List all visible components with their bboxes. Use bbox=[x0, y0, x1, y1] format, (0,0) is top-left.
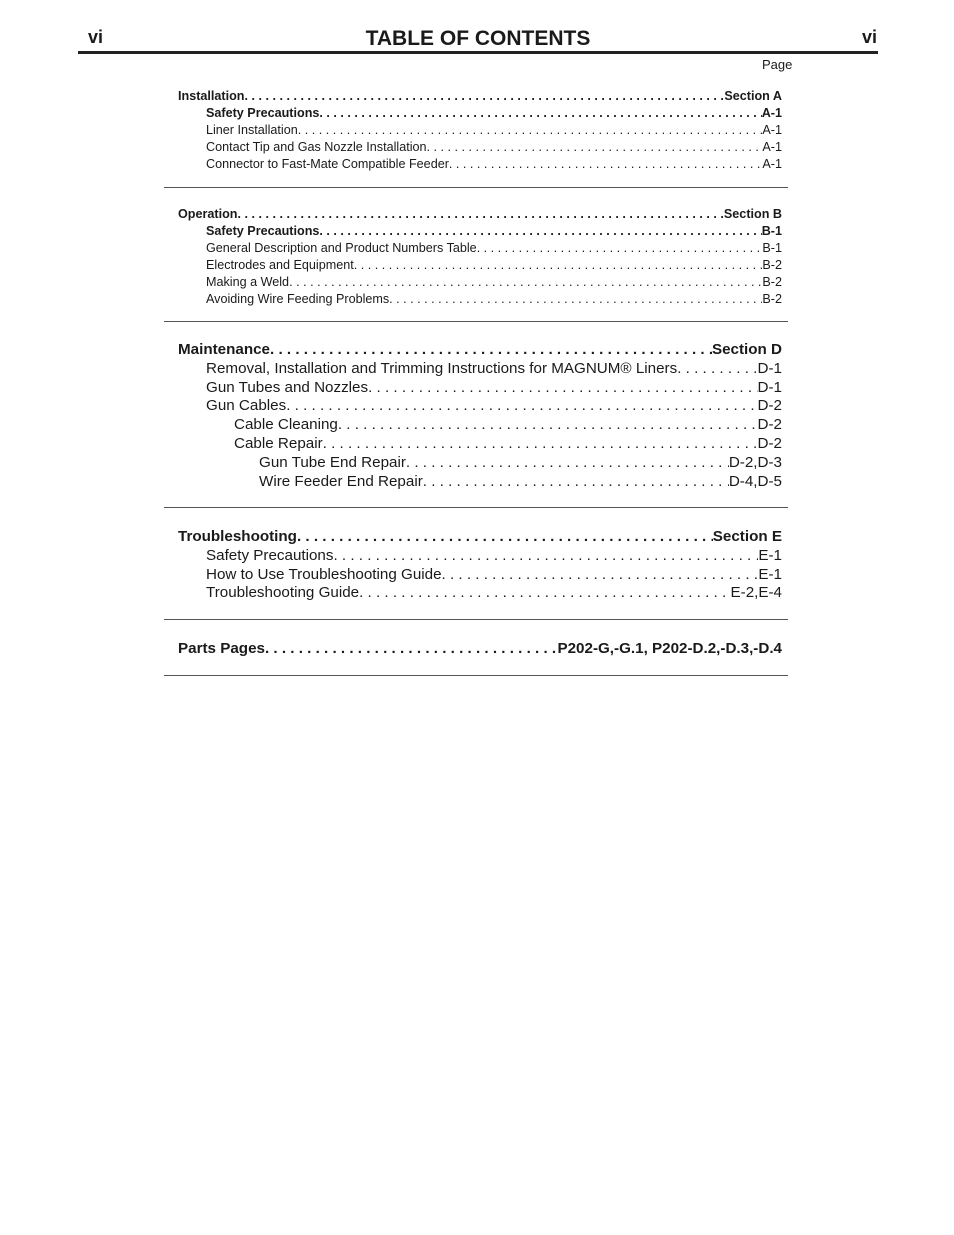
toc-entry-safety-precautions[interactable]: Safety Precautions . . . A-1 bbox=[164, 106, 788, 123]
section-divider bbox=[164, 675, 788, 676]
page-number-right: vi bbox=[862, 27, 878, 47]
toc-entry-liner-instructions[interactable]: Removal, Installation and Trimming Instructions for MAGNUM® Liners . . . D-1 bbox=[164, 360, 788, 379]
page-number-left: vi bbox=[88, 27, 104, 47]
toc-entry-how-to-use-guide[interactable]: How to Use Troubleshooting Guide . . . E-1 bbox=[164, 566, 788, 585]
toc-entry-general-description[interactable]: General Description and Product Numbers Table . . . B-1 bbox=[164, 241, 788, 258]
toc-entry-cable-repair[interactable]: Cable Repair . . . D-2 bbox=[164, 435, 788, 454]
header-rule bbox=[78, 51, 878, 54]
toc-entry-troubleshooting-guide[interactable]: Troubleshooting Guide . . . E-2,E-4 bbox=[164, 584, 788, 603]
toc-section-troubleshooting bbox=[164, 528, 788, 603]
toc-entry-gun-cables[interactable]: Gun Cables . . . D-2 bbox=[164, 397, 788, 416]
page-title: TABLE OF CONTENTS bbox=[365, 27, 591, 50]
section-divider bbox=[164, 187, 788, 188]
toc-entry-making-a-weld[interactable]: Making a Weld . . . B-2 bbox=[164, 275, 788, 292]
toc-entry-operation[interactable]: Operation . . . Section B bbox=[164, 207, 788, 224]
section-divider bbox=[164, 507, 788, 508]
toc-entry-avoiding-wire-feeding[interactable]: Avoiding Wire Feeding Problems . . . B-2 bbox=[164, 292, 788, 309]
toc-entry-parts-pages[interactable]: Parts Pages . . . P202-G,-G.1, P202-D.2,-D.3,-D.4 bbox=[164, 640, 788, 659]
toc-entry-gun-tubes[interactable]: Gun Tubes and Nozzles . . . D-1 bbox=[164, 379, 788, 398]
toc-section-parts-pages bbox=[164, 640, 788, 659]
toc-entry-safety-precautions[interactable]: Safety Precautions . . . E-1 bbox=[164, 547, 788, 566]
toc-entry-wire-feeder-end-repair[interactable]: Wire Feeder End Repair . . . D-4,D-5 bbox=[164, 473, 788, 492]
toc-entry-gun-tube-end-repair[interactable]: Gun Tube End Repair . . . D-2,D-3 bbox=[164, 454, 788, 473]
toc-section-operation bbox=[164, 207, 788, 309]
toc-entry-cable-cleaning[interactable]: Cable Cleaning . . . D-2 bbox=[164, 416, 788, 435]
section-divider bbox=[164, 619, 788, 620]
toc-entry-maintenance[interactable]: Maintenance . . . Section D bbox=[164, 341, 788, 360]
section-divider bbox=[164, 321, 788, 322]
toc-entry-troubleshooting[interactable]: Troubleshooting . . . Section E bbox=[164, 528, 788, 547]
toc-entry-connector[interactable]: Connector to Fast-Mate Compatible Feeder . . . A-1 bbox=[164, 157, 788, 174]
toc-section-installation bbox=[164, 89, 788, 174]
toc-entry-liner-installation[interactable]: Liner Installation . . . A-1 bbox=[164, 123, 788, 140]
toc-entry-electrodes[interactable]: Electrodes and Equipment . . . B-2 bbox=[164, 258, 788, 275]
toc-entry-safety-precautions[interactable]: Safety Precautions . . . B-1 bbox=[164, 224, 788, 241]
page-column-label: Page bbox=[762, 57, 793, 72]
toc-entry-contact-tip[interactable]: Contact Tip and Gas Nozzle Installation . . . A-1 bbox=[164, 140, 788, 157]
toc-section-maintenance bbox=[164, 341, 788, 491]
toc-entry-installation[interactable]: Installation . . . Section A bbox=[164, 89, 788, 106]
